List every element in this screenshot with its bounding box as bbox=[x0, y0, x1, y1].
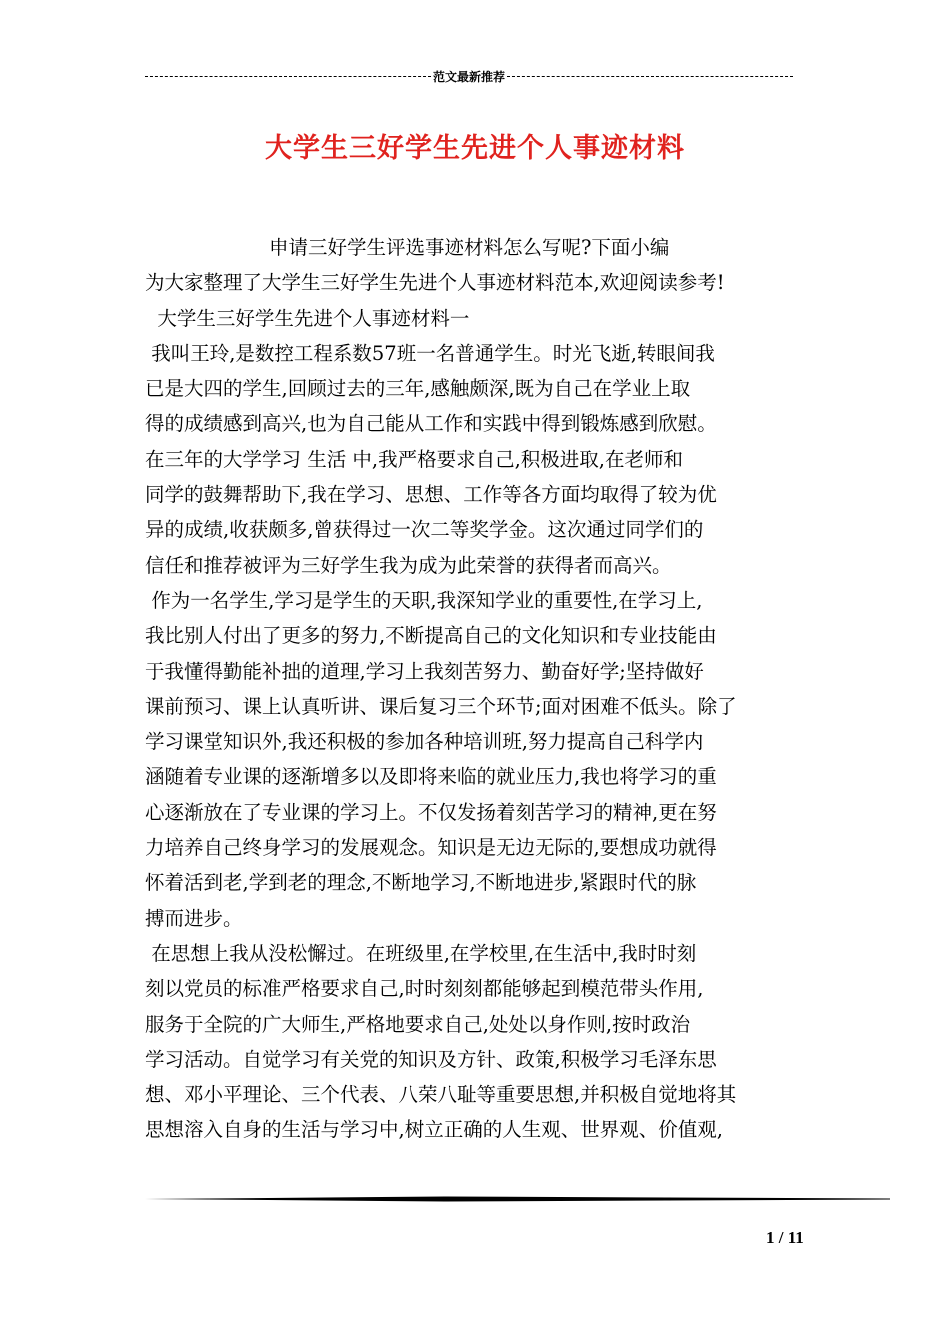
body-line: 服务于全院的广大师生,严格地要求自己,处处以身作则,按时政治 bbox=[145, 1012, 691, 1036]
page-header bbox=[145, 66, 793, 86]
body-line: 涵随着专业课的逐渐增多以及即将来临的就业压力,我也将学习的重 bbox=[145, 765, 717, 789]
body-line: 想、邓小平理论、三个代表、八荣八耻等重要思想,并积极自觉地将其 bbox=[145, 1083, 737, 1107]
body-line: 得的成绩感到高兴,也为自己能从工作和实践中得到锻炼感到欣慰。 bbox=[145, 412, 717, 436]
body-line: 于我懂得勤能补拙的道理,学习上我刻苦努力、勤奋好学;坚持做好 bbox=[145, 659, 704, 683]
body-line: 学习课堂知识外,我还积极的参加各种培训班,努力提高自己科学内 bbox=[145, 730, 704, 754]
header-label: 范文最新推荐 bbox=[433, 69, 506, 84]
document-title: 大学生三好学生先进个人事迹材料 bbox=[265, 133, 685, 164]
body-line: 搏而进步。 bbox=[145, 906, 243, 930]
header-dash-right bbox=[507, 76, 793, 77]
body-line: 信任和推荐被评为三好学生我为成为此荣誉的获得者而高兴。 bbox=[145, 553, 672, 577]
body-line: 作为一名学生,学习是学生的天职,我深知学业的重要性,在学习上, bbox=[145, 588, 703, 612]
body-line: 已是大四的学生,回顾过去的三年,感触颇深,既为自己在学业上取 bbox=[145, 377, 691, 401]
body-line: 我比别人付出了更多的努力,不断提高自己的文化知识和专业技能由 bbox=[145, 624, 717, 648]
body-line: 思想溶入自身的生活与学习中,树立正确的人生观、世界观、价值观, bbox=[145, 1118, 723, 1142]
document-body bbox=[145, 230, 809, 1148]
body-line: 申请三好学生评选事迹材料怎么写呢?下面小编 bbox=[145, 236, 670, 259]
body-line: 学习活动。自觉学习有关党的知识及方针、政策,积极学习毛泽东思 bbox=[145, 1047, 717, 1071]
body-line: 同学的鼓舞帮助下,我在学习、思想、工作等各方面均取得了较为优 bbox=[145, 483, 717, 507]
body-line: 在三年的大学学习 生活 中,我严格要求自己,积极进取,在老师和 bbox=[145, 447, 683, 471]
header-dash-left bbox=[145, 76, 431, 77]
body-line: 异的成绩,收获颇多,曾获得过一次二等奖学金。这次通过同学们的 bbox=[145, 518, 704, 542]
body-line: 课前预习、课上认真听讲、课后复习三个环节;面对困难不低头。除了 bbox=[145, 694, 737, 718]
body-line: 力培养自己终身学习的发展观念。知识是无边无际的,要想成功就得 bbox=[145, 836, 717, 860]
body-line: 大学生三好学生先进个人事迹材料一 bbox=[145, 306, 470, 330]
page-number: 1 / 11 bbox=[766, 1228, 804, 1247]
body-line: 我叫王玲,是数控工程系数57班一名普通学生。时光飞逝,转眼间我 bbox=[145, 341, 715, 365]
footer-divider bbox=[145, 1195, 890, 1203]
body-line: 心逐渐放在了专业课的学习上。不仅发扬着刻苦学习的精神,更在努 bbox=[145, 800, 717, 824]
body-line: 在思想上我从没松懈过。在班级里,在学校里,在生活中,我时时刻 bbox=[145, 941, 697, 965]
body-line: 刻以党员的标准严格要求自己,时时刻刻都能够起到模范带头作用, bbox=[145, 977, 704, 1001]
body-line: 为大家整理了大学生三好学生先进个人事迹材料范本,欢迎阅读参考! bbox=[145, 271, 725, 295]
body-line: 怀着活到老,学到老的理念,不断地学习,不断地进步,紧跟时代的脉 bbox=[145, 871, 697, 895]
